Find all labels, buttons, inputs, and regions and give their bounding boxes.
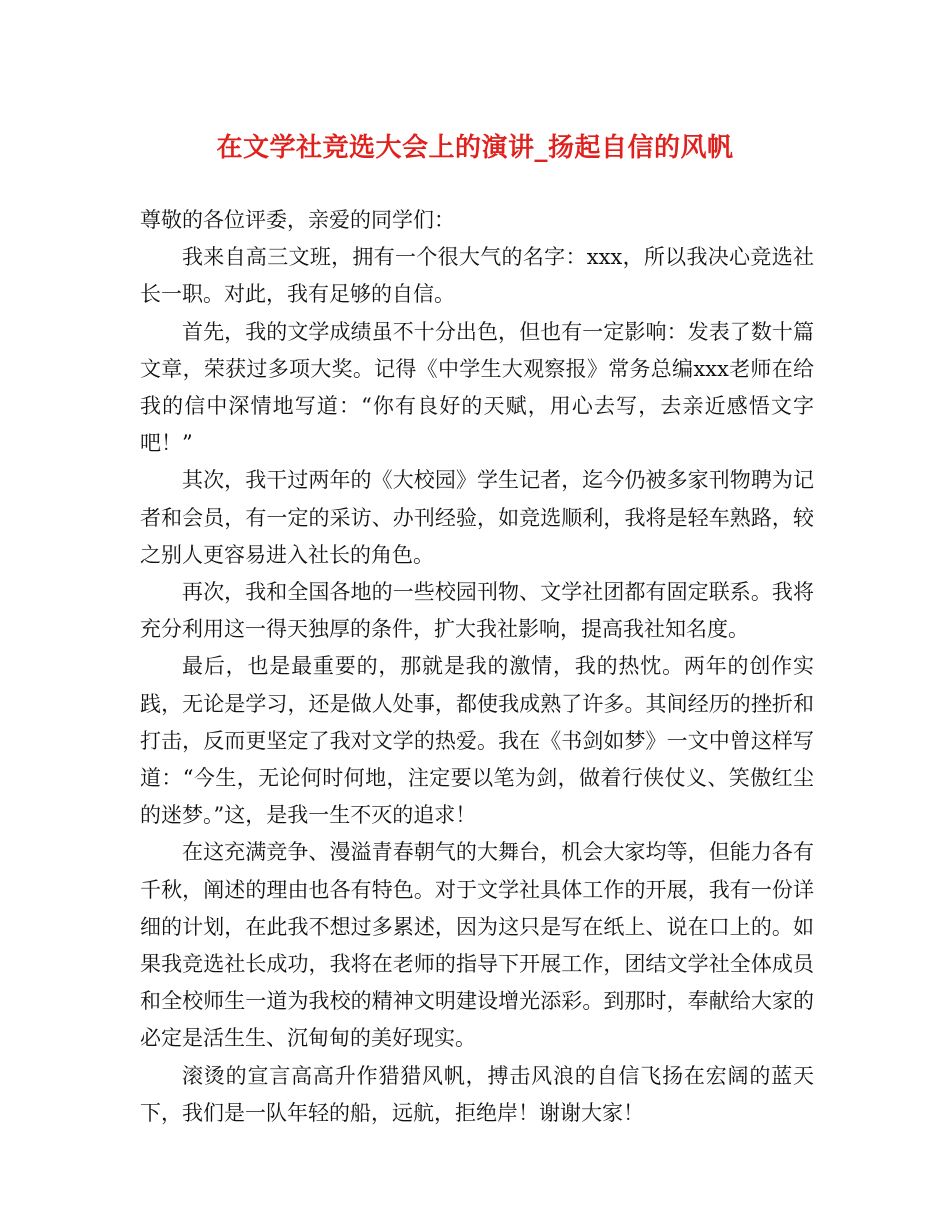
salutation: 尊敬的各位评委，亲爱的同学们：: [140, 208, 455, 232]
document-body: [140, 202, 814, 1132]
document-title: 在文学社竞选大会上的演讲_扬起自信的风帆: [216, 133, 734, 163]
paragraph-plan: 在这充满竞争、漫溢青春朝气的大舞台，机会大家均等，但能力各有千秋，阐述的理由也各有特色。对于文学社具体工作的开展，我有一份详细的计划，在此我不想过多累述，因为这只是写在纸上、说在口上的。如果我竞选社长成功，我将在老师的指导下开展工作，团结文学社全体成员和全校师生一道为我校的精神文明建设增光添彩。到那时，奉献给大家的必定是活生生、沉甸甸的美好现实。: [140, 840, 814, 1051]
paragraph-first: 首先，我的文学成绩虽不十分出色，但也有一定影响：发表了数十篇文章，荣获过多项大奖。记得《中学生大观察报》常务总编xxx老师在给我的信中深情地写道：“你有良好的天赋，用心去写，去亲近感悟文字吧！”: [140, 319, 814, 456]
paragraph-second: 其次，我干过两年的《大校园》学生记者，迄今仍被多家刊物聘为记者和会员，有一定的采访、办刊经验，如竞选顺利，我将是轻车熟路，较之别人更容易进入社长的角色。: [140, 468, 814, 567]
paragraph-third: 再次，我和全国各地的一些校园刊物、文学社团都有固定联系。我将充分利用这一得天独厚的条件，扩大我社影响，提高我社知名度。: [140, 580, 814, 642]
paragraph-last: 最后，也是最重要的，那就是我的激情，我的热忱。两年的创作实践，无论是学习，还是做人处事，都使我成熟了许多。其间经历的挫折和打击，反而更坚定了我对文学的热爱。我在《书剑如梦》一文中曾这样写道：“今生，无论何时何地，注定要以笔为剑，做着行侠仗义、笑傲红尘的迷梦。”这，是我一生不灭的追求！: [140, 654, 814, 828]
paragraph-intro: 我来自高三文班，拥有一个很大气的名字：xxx，所以我决心竞选社长一职。对此，我有足够的自信。: [140, 245, 814, 307]
paragraph-closing: 滚烫的宣言高高升作猎猎风帆，搏击风浪的自信飞扬在宏阔的蓝天下，我们是一队年轻的船，远航，拒绝岸！谢谢大家！: [140, 1063, 814, 1125]
